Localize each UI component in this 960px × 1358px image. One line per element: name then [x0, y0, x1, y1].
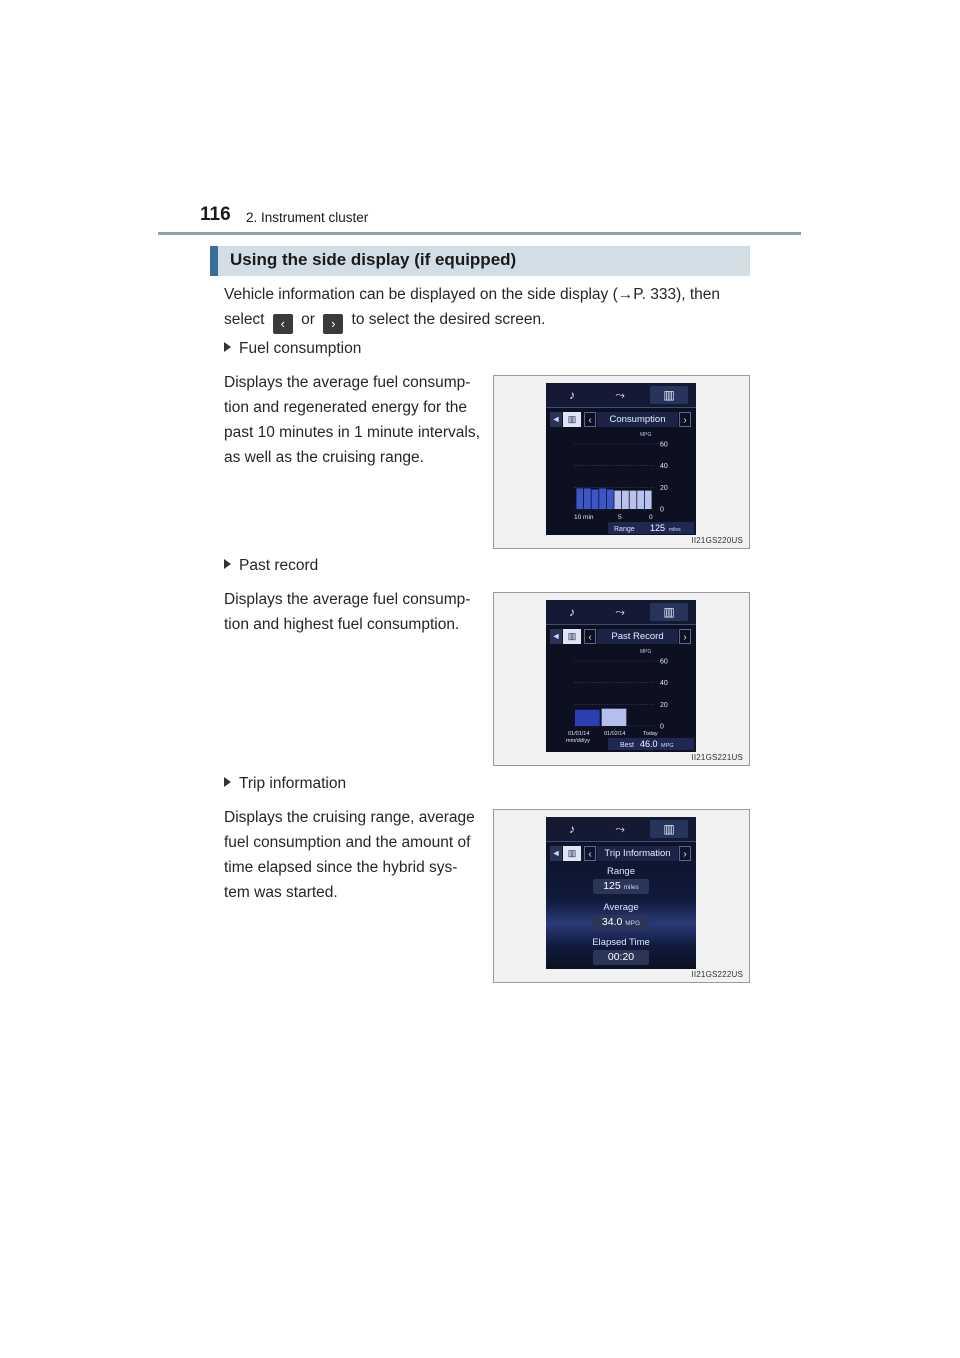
y-tick-label: 60 [660, 658, 668, 666]
audio-tab-icon: ⤳ [615, 388, 625, 402]
screen-consumption [546, 383, 696, 535]
back-icon: ◄ [550, 412, 562, 427]
back-icon: ◄ [550, 846, 562, 861]
intro-select: select [224, 311, 265, 328]
best-value: 46.0 [640, 739, 658, 749]
y-tick-label: 40 [660, 680, 668, 688]
mode-icon: ▥ [563, 412, 581, 427]
next-icon: › [679, 846, 691, 861]
range-label: Range [607, 866, 635, 877]
audio-tab-icon: ⤳ [615, 605, 625, 619]
triangle-bullet-icon [224, 559, 231, 569]
bullet-heading: Fuel consumption [239, 340, 362, 357]
description-line: time elapsed since the hybrid sys- [224, 859, 458, 876]
music-tab-icon: ♪ [569, 822, 575, 836]
bullet-trip-information [224, 775, 346, 793]
bullet-past-record [224, 557, 318, 575]
page-reference: P. 333), then [633, 286, 721, 303]
screen-trip-information [546, 817, 696, 969]
y-tick-label: 0 [660, 723, 664, 731]
consumption-bar [614, 491, 621, 509]
unit-label: MPG [640, 649, 652, 655]
next-icon: › [679, 629, 691, 644]
tab-row [546, 600, 696, 625]
next-icon: › [679, 412, 691, 427]
average-box [593, 915, 649, 930]
intro-part1: Vehicle information can be displayed on the side display ( [224, 286, 618, 303]
figure-consumption [493, 375, 750, 549]
triangle-bullet-icon [224, 342, 231, 352]
description-line: Displays the cruising range, average [224, 809, 475, 826]
average-value: 34.0 [601, 916, 623, 928]
range-unit: miles [669, 527, 681, 533]
description-line: past 10 minutes in 1 minute intervals, [224, 424, 480, 441]
best-label: Best [620, 742, 635, 749]
description-past-record [224, 587, 480, 637]
prev-icon: ‹ [584, 629, 596, 644]
description-line: tion and highest fuel consumption. [224, 616, 460, 633]
bullet-heading: Trip information [239, 775, 347, 792]
x-label-today: Today [643, 731, 658, 737]
unit-label: MPG [640, 432, 652, 438]
past-record-chart [546, 646, 696, 752]
past-record-bar [602, 709, 627, 726]
y-tick-label: 20 [660, 484, 668, 492]
description-line: fuel consumption and the amount of [224, 834, 471, 851]
section-title: Using the side display (if equipped) [230, 250, 517, 269]
best-unit: MPG [661, 743, 674, 749]
music-tab-icon: ♪ [569, 388, 575, 402]
mode-icon: ▥ [563, 846, 581, 861]
chart-tab-icon: ▥ [650, 820, 688, 838]
page-number: 116 [200, 204, 231, 225]
intro-paragraph [224, 282, 754, 334]
chapter-title: 2. Instrument cluster [246, 210, 369, 225]
y-tick-label: 0 [660, 506, 664, 514]
tab-row [546, 383, 696, 408]
average-label: Average [603, 902, 639, 913]
triangle-bullet-icon [224, 777, 231, 787]
back-icon: ◄ [550, 629, 562, 644]
consumption-chart [546, 429, 696, 535]
x-label-5: 5 [618, 514, 622, 521]
header-rule [158, 232, 801, 235]
tab-row [546, 817, 696, 842]
description-trip-information [224, 805, 480, 905]
y-tick-label: 40 [660, 463, 668, 471]
prev-button-icon: ‹ [273, 314, 293, 334]
figure-code: II21GS220US [691, 536, 743, 545]
intro-or: or [301, 311, 315, 328]
y-tick-label: 20 [660, 701, 668, 709]
average-unit: MPG [625, 920, 641, 927]
description-line: as well as the cruising range. [224, 449, 424, 466]
elapsed-value: 00:20 [607, 951, 635, 963]
x-label-date-1: 01/01/14 [568, 731, 590, 737]
consumption-bar [645, 491, 652, 509]
mode-icon: ▥ [563, 629, 581, 644]
next-button-icon: › [323, 314, 343, 334]
range-label: Range [614, 526, 635, 533]
bullet-heading: Past record [239, 557, 319, 574]
past-record-bar [575, 710, 600, 726]
x-label-date-2: 01/02/14 [604, 731, 626, 737]
description-fuel-consumption [224, 370, 480, 470]
chart-tab-icon: ▥ [650, 603, 688, 621]
intro-end: to select the desired screen. [351, 311, 546, 328]
nav-row [546, 628, 696, 646]
description-line: Displays the average fuel consump- [224, 591, 471, 608]
section-header [210, 246, 750, 276]
figure-trip-information [493, 809, 750, 983]
range-value: 125 [603, 880, 621, 892]
consumption-bar [637, 491, 644, 509]
chart-tab-icon: ▥ [650, 386, 688, 404]
description-line: Displays the average fuel consump- [224, 374, 471, 391]
x-label-10min: 10 min [574, 514, 594, 521]
consumption-bar [584, 488, 591, 509]
nav-row [546, 845, 696, 863]
y-tick-label: 60 [660, 441, 668, 449]
screen-title: Consumption [597, 412, 678, 427]
consumption-bar [592, 490, 599, 510]
prev-icon: ‹ [584, 412, 596, 427]
screen-past-record [546, 600, 696, 752]
range-unit: miles [623, 884, 639, 891]
figure-code: II21GS221US [691, 753, 743, 762]
range-box [593, 879, 649, 894]
figure-code: II21GS222US [691, 970, 743, 979]
x-label-0: 0 [649, 514, 653, 521]
figure-past-record [493, 592, 750, 766]
description-line: tion and regenerated energy for the [224, 399, 468, 416]
consumption-bar [576, 488, 583, 509]
arrow-icon: → [617, 286, 634, 303]
music-tab-icon: ♪ [569, 605, 575, 619]
nav-row [546, 411, 696, 429]
prev-icon: ‹ [584, 846, 596, 861]
elapsed-label: Elapsed Time [592, 937, 650, 948]
consumption-bar [630, 491, 637, 509]
screen-title: Past Record [597, 629, 678, 644]
date-format-label: mm/dd/yy [566, 738, 590, 744]
consumption-bar [622, 491, 629, 509]
description-line: tem was started. [224, 884, 338, 901]
audio-tab-icon: ⤳ [615, 822, 625, 836]
consumption-bar [607, 490, 614, 510]
bullet-fuel-consumption [224, 340, 361, 358]
consumption-bar [599, 488, 606, 509]
range-value: 125 [650, 523, 666, 533]
elapsed-box [593, 950, 649, 965]
screen-title: Trip Information [597, 846, 678, 861]
